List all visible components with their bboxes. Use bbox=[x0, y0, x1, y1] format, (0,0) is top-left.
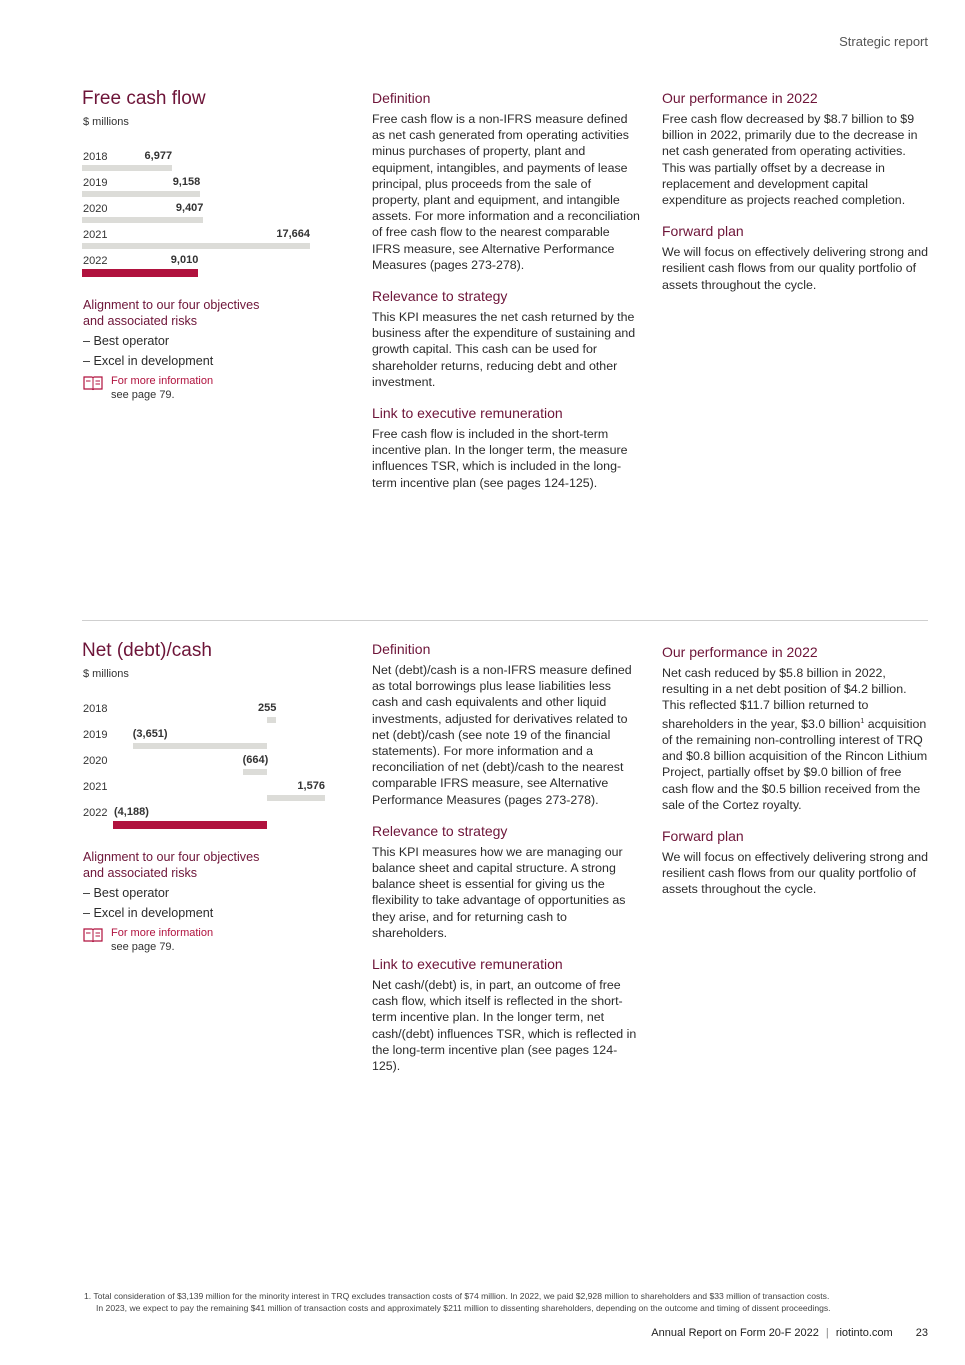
chart-value-label: (3,651) bbox=[132, 728, 168, 740]
chart-bar bbox=[82, 165, 172, 171]
report-name: Annual Report on Form 20-F 2022 bbox=[651, 1327, 819, 1339]
footnote-marker: 1 bbox=[860, 717, 865, 725]
definition-column bbox=[372, 89, 640, 501]
remuneration-text: Free cash flow is included in the short-term incentive plan. In the longer term, the measure influences TSR, which is included in the long-term incentive plan (see pages 124-125). bbox=[372, 427, 628, 490]
relevance-heading: Relevance to strategy bbox=[372, 822, 508, 839]
chart-year-label: 2022 bbox=[83, 807, 108, 819]
chart-bar bbox=[82, 243, 310, 249]
more-info-page: see page 79. bbox=[111, 389, 175, 401]
definition-heading: Definition bbox=[372, 641, 431, 657]
chart-value-label: 9,407 bbox=[175, 202, 204, 214]
more-information-link[interactable] bbox=[83, 374, 213, 402]
alignment-item: – Best operator bbox=[83, 886, 170, 900]
chart-year-label: 2019 bbox=[83, 177, 108, 189]
kpi-title-free-cash-flow: Free cash flow bbox=[82, 88, 206, 109]
net-debt-cash-chart bbox=[82, 697, 332, 837]
performance-text: Free cash flow decreased by $8.7 billion to $9 billion in 2022, primarily due to the decrease in net cash generated from operating activities. This was partially offset by a decrease in replacement and development capital expenditure as projects reached completion. bbox=[662, 112, 918, 208]
free-cash-flow-chart bbox=[82, 145, 322, 285]
chart-value-label: 9,010 bbox=[170, 254, 199, 266]
chart-value-label: 6,977 bbox=[144, 150, 173, 162]
alignment-heading: and associated risks bbox=[83, 314, 198, 328]
chart-year-label: 2018 bbox=[83, 703, 108, 715]
more-info-title: For more information bbox=[111, 375, 214, 387]
footer-separator: | bbox=[825, 1327, 829, 1339]
performance-column bbox=[662, 89, 930, 303]
performance-heading: Our performance in 2022 bbox=[662, 644, 818, 660]
footnote bbox=[84, 1290, 924, 1314]
alignment-heading: and associated risks bbox=[83, 866, 198, 880]
kpi-title-net-debt-cash: Net (debt)/cash bbox=[82, 640, 212, 661]
alignment-item: – Excel in development bbox=[83, 354, 214, 368]
alignment-item: – Excel in development bbox=[83, 906, 214, 920]
chart-year-label: 2020 bbox=[83, 755, 108, 767]
more-info-page: see page 79. bbox=[111, 941, 175, 953]
performance-text bbox=[662, 665, 930, 813]
performance-heading: Our performance in 2022 bbox=[662, 90, 818, 106]
chart-year-label: 2020 bbox=[83, 203, 108, 215]
chart-year-label: 2021 bbox=[83, 781, 108, 793]
chart-year-label: 2021 bbox=[83, 229, 108, 241]
chart-year-label: 2019 bbox=[83, 729, 108, 741]
chart-bar bbox=[82, 217, 203, 223]
page-footer bbox=[651, 1327, 928, 1339]
footnote-line: In 2023, we expect to pay the remaining $41 million of transaction costs and approximately $211 million to dissenting shareholders, depending on the outcome and timing of dissent proceedings. bbox=[96, 1303, 831, 1313]
relevance-text: This KPI measures the net cash returned by the business after the expenditure of sustaining and growth capital. This cash can be used for shareholder returns, reducing debt and other investment. bbox=[372, 310, 636, 389]
more-information-link[interactable] bbox=[83, 926, 213, 954]
forward-plan-heading: Forward plan bbox=[662, 827, 744, 844]
chart-value-label: 9,158 bbox=[172, 176, 201, 188]
performance-column bbox=[662, 643, 930, 908]
section-label: Strategic report bbox=[839, 34, 928, 49]
definition-text: Net (debt)/cash is a non-IFRS measure defined as total borrowings plus lease liabilities less cash and cash equivalents and other liquid investments, adjusted for derivatives related to net (debt)/cash (see note 19 of the financial statements). For more information and a reconciliation of net (debt)/cash to the nearest comparable IFRS measure, see Alternative Performance Measures (pages 273-278). bbox=[372, 663, 632, 807]
section-divider bbox=[82, 620, 928, 621]
chart-value-label: (4,188) bbox=[114, 806, 149, 818]
chart-value-label: 1,576 bbox=[297, 780, 325, 792]
definition-heading: Definition bbox=[372, 90, 431, 106]
chart-year-label: 2022 bbox=[83, 255, 108, 267]
kpi-unit: $ millions bbox=[83, 116, 129, 128]
chart-year-label: 2018 bbox=[83, 151, 108, 163]
alignment-block bbox=[83, 849, 323, 923]
chart-bar bbox=[267, 717, 276, 723]
website-link[interactable]: riotinto.com bbox=[835, 1327, 893, 1339]
definition-column bbox=[372, 640, 640, 1084]
chart-value-label: 17,664 bbox=[276, 228, 310, 240]
relevance-text: This KPI measures how we are managing our balance sheet and capital structure. A strong balance sheet is essential for giving us the flexibility to take advantage of opportunities as they arise, and for returning cash to shareholders. bbox=[372, 844, 626, 940]
forward-plan-text: We will focus on effectively delivering strong and resilient cash flows from our quality portfolio of assets throughout the cycle. bbox=[662, 245, 929, 292]
alignment-item: – Best operator bbox=[83, 334, 170, 348]
chart-value-label: (664) bbox=[242, 754, 269, 766]
remuneration-heading: Link to executive remuneration bbox=[372, 956, 563, 973]
book-icon bbox=[83, 927, 103, 943]
chart-bar bbox=[243, 769, 267, 775]
page-number: 23 bbox=[915, 1327, 928, 1339]
remuneration-heading: Link to executive remuneration bbox=[372, 405, 563, 422]
performance-text-part: acquisition of the remaining non-controlling interest of TRQ and $0.8 billion acquisition of the Rincon Lithium Project, partially offset by $9.0 billion of free cash flow and the $0.5 billion received from the sale of the Cortez royalty. bbox=[662, 716, 928, 812]
relevance-heading: Relevance to strategy bbox=[372, 288, 508, 305]
chart-bar bbox=[82, 269, 198, 277]
forward-plan-heading: Forward plan bbox=[662, 223, 744, 240]
alignment-heading: Alignment to our four objectives bbox=[83, 298, 260, 312]
forward-plan-text: We will focus on effectively delivering strong and resilient cash flows from our quality portfolio of assets throughout the cycle. bbox=[662, 849, 929, 897]
alignment-heading: Alignment to our four objectives bbox=[83, 850, 260, 864]
performance-text-part: Net cash reduced by $5.8 billion in 2022, resulting in a net debt position of $4.2 billion. This reflected $11.7 billion returned to shareholders in the year, $3.0 billion bbox=[662, 666, 907, 731]
chart-bar bbox=[267, 795, 325, 801]
book-icon bbox=[83, 375, 103, 391]
chart-bar bbox=[113, 821, 267, 829]
definition-text: Free cash flow is a non-IFRS measure defined as net cash generated from operating activities minus purchases of property, plant and equipment, intangibles, and payments of lease principal, plus proceeds from the sale of property, plant and equipment, and intangible assets. For more information and a reconciliation of free cash flow to the nearest comparable IFRS measure, see Alternative Performance Measures (pages 273-278). bbox=[372, 112, 640, 272]
footnote-line: 1. Total consideration of $3,139 million for the minority interest in TRQ excludes transaction costs of $74 million. In 2022, we paid $2,928 million to shareholders and $33 million of transaction costs. bbox=[84, 1291, 830, 1301]
kpi-unit: $ millions bbox=[83, 668, 129, 680]
more-info-title: For more information bbox=[111, 927, 214, 939]
chart-value-label: 255 bbox=[258, 702, 277, 714]
chart-bar bbox=[82, 191, 200, 197]
chart-bar bbox=[133, 743, 267, 749]
alignment-block bbox=[83, 297, 323, 371]
remuneration-text: Net cash/(debt) is, in part, an outcome of free cash flow, which itself is reflected in the short-term incentive plan. In the longer term, net cash/(debt) influences TSR, which is reflected in the long-term incentive plan (see pages 124-125). bbox=[372, 978, 637, 1074]
